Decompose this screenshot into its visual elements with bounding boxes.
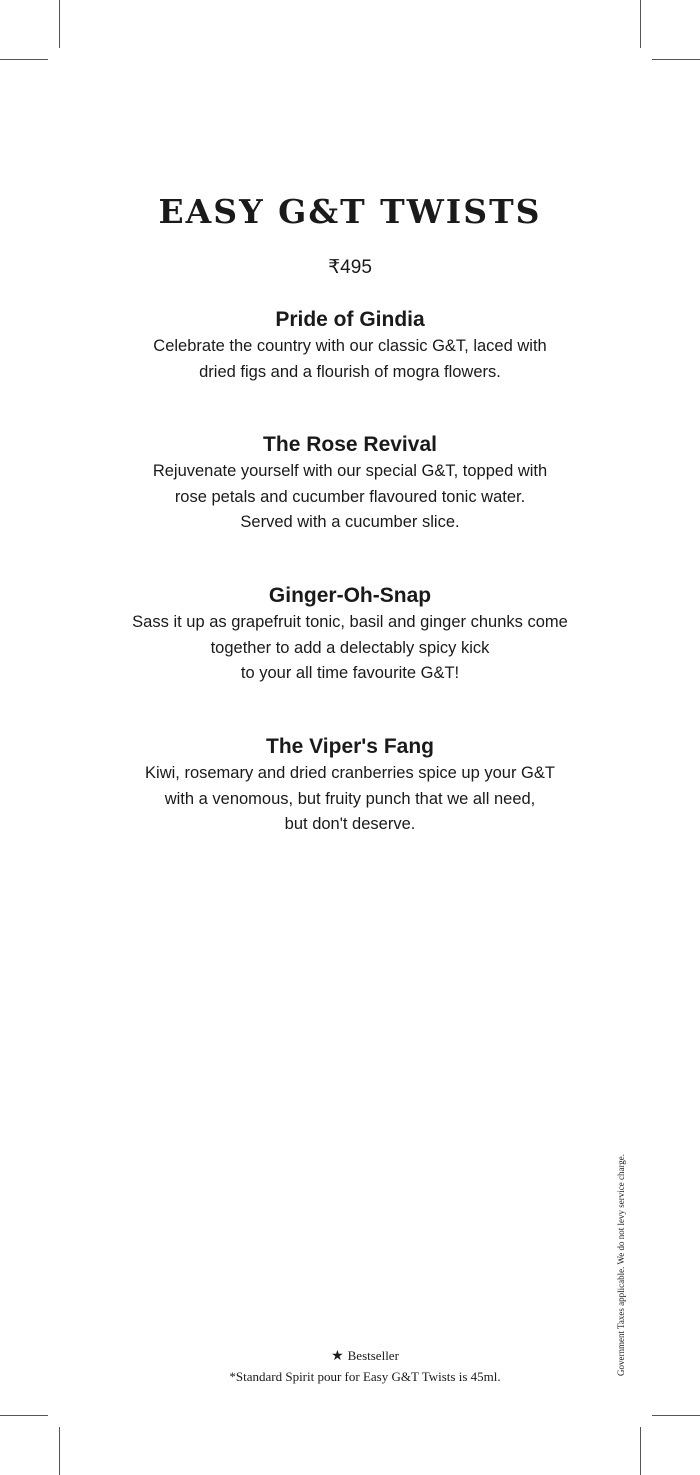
description-line: Kiwi, rosemary and dried cranberries spice up your G&T: [145, 764, 555, 782]
bestseller-label: Bestseller: [347, 1348, 399, 1363]
description-line: rose petals and cucumber flavoured tonic water.: [174, 487, 526, 506]
crop-mark-bottom-left-horizontal: [0, 1415, 48, 1416]
description-line: together to add a delectably spicy kick: [210, 638, 490, 657]
menu-item-name: Ginger-Oh-Snap: [268, 584, 432, 607]
description-line: with a venomous, but fruity punch that we all need,: [164, 789, 536, 808]
crop-mark-bottom-right-vertical: [640, 1427, 641, 1475]
description-line: Served with a cucumber slice.: [240, 513, 460, 531]
bestseller-legend: [0, 1348, 700, 1365]
menu-item-name: The Rose Revival: [263, 433, 437, 456]
crop-mark-top-left-vertical: [59, 0, 60, 48]
crop-mark-top-right-horizontal: [652, 59, 700, 60]
menu-item-description: [0, 761, 700, 838]
crop-mark-top-right-vertical: [640, 0, 641, 48]
menu-item: [0, 306, 700, 385]
crop-mark-top-left-horizontal: [0, 59, 48, 60]
menu-item: [0, 733, 700, 838]
crop-mark-bottom-right-horizontal: [652, 1415, 700, 1416]
description-line: to your all time favourite G&T!: [240, 664, 460, 682]
menu-price: ₹495: [328, 257, 372, 278]
menu-item-description: [0, 610, 700, 687]
menu-item-description: [0, 334, 700, 385]
menu-item-name: Pride of Gindia: [275, 308, 425, 331]
menu-title: EASY G&T TWISTS: [158, 192, 542, 231]
menu-item-name: The Viper's Fang: [266, 735, 434, 758]
description-line: but don't deserve.: [284, 815, 416, 833]
star-icon: ★: [331, 1349, 344, 1364]
description-line: Rejuvenate yourself with our special G&T, topped with: [152, 462, 548, 480]
description-line: dried figs and a flourish of mogra flowers.: [199, 362, 501, 381]
menu-item: [0, 582, 700, 687]
pour-note: *Standard Spirit pour for Easy G&T Twists is 45ml.: [229, 1369, 501, 1384]
description-line: Celebrate the country with our classic G&T, laced with: [153, 337, 547, 355]
tax-note: Government Taxes applicable. We do not levy service charge.: [616, 1153, 626, 1377]
crop-mark-bottom-left-vertical: [59, 1427, 60, 1475]
menu-item-description: [0, 459, 700, 536]
menu-item: [0, 431, 700, 536]
description-line: Sass it up as grapefruit tonic, basil and ginger chunks come: [132, 613, 568, 631]
